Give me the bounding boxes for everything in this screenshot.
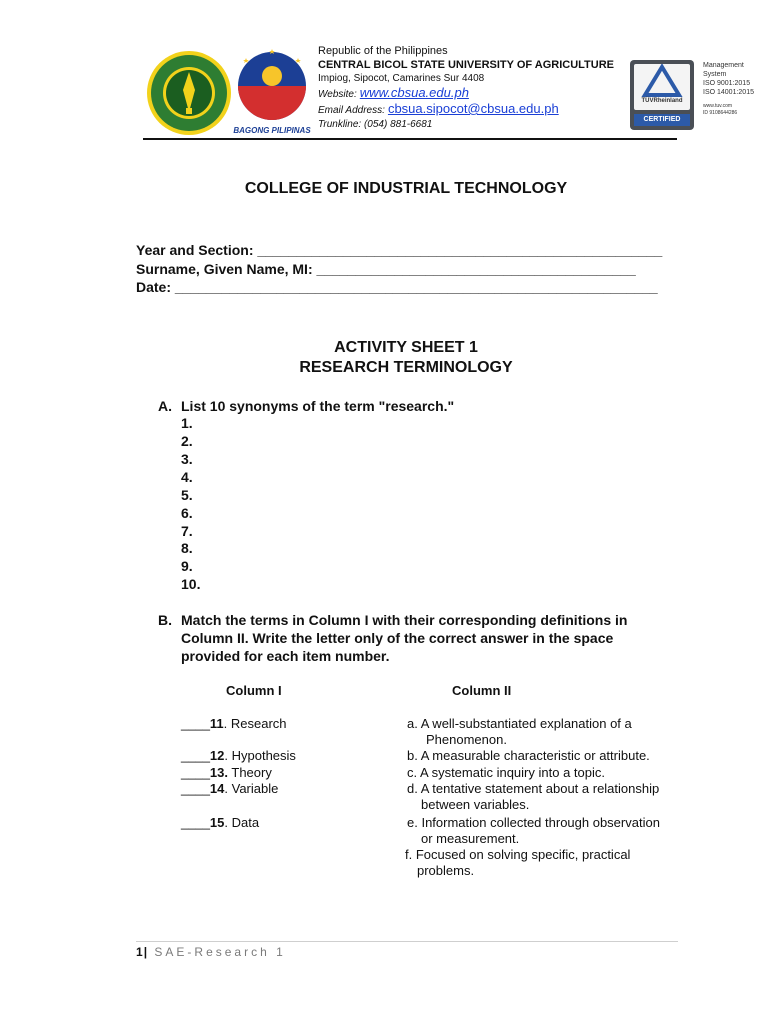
year-section-field[interactable]: Year and Section: ____________________________________________________	[136, 242, 663, 258]
tuv-certified-badge	[630, 60, 694, 130]
date-field[interactable]: Date: ______________________________________________________________	[136, 279, 658, 295]
certified-label: CERTIFIED	[634, 114, 690, 126]
item-term: . Research	[223, 716, 287, 731]
list-number: 9.	[181, 558, 193, 574]
page-footer	[136, 945, 286, 959]
column-2-header: Column II	[452, 683, 512, 698]
definition-d: d. A tentative statement about a relationship	[407, 781, 660, 796]
item-number: 13.	[209, 765, 228, 780]
item-number: 11	[209, 716, 224, 731]
definition-f: f. Focused on solving specific, practical	[405, 847, 631, 862]
part-b-instruction: Match the terms in Column I with their corresponding definitions in	[181, 612, 628, 628]
item-number: 14	[209, 781, 225, 796]
answer-blank[interactable]: ____	[181, 716, 210, 731]
answer-blank[interactable]: ____	[181, 765, 210, 780]
trunkline: Trunkline: (054) 881-6681	[318, 119, 433, 130]
definition-a-cont: Phenomenon.	[426, 732, 507, 747]
university-name: CENTRAL BICOL STATE UNIVERSITY OF AGRICULTURE	[318, 59, 614, 71]
item-term: . Hypothesis	[224, 748, 296, 763]
list-number: 6.	[181, 505, 193, 521]
item-term: Theory	[228, 765, 272, 780]
email-link[interactable]: cbsua.sipocot@cbsua.edu.ph	[387, 101, 559, 116]
answer-blank[interactable]: ____	[181, 781, 210, 796]
list-number: 10.	[181, 576, 201, 592]
definition-f-cont: problems.	[417, 863, 475, 878]
item-term: . Data	[224, 815, 260, 830]
part-a-letter: A.	[158, 398, 172, 414]
university-address: Impiog, Sipocot, Camarines Sur 4408	[318, 73, 485, 84]
match-item	[181, 815, 259, 830]
email-label: Email Address:	[318, 105, 385, 116]
item-number: 12	[209, 748, 225, 763]
definition-c: c. A systematic inquiry into a topic.	[407, 765, 605, 780]
cert-system: Management System	[703, 62, 744, 78]
definition-d-cont: between variables.	[421, 797, 530, 812]
university-seal-logo	[146, 50, 232, 136]
cert-site: www.tuv.com	[703, 103, 733, 109]
part-a-instruction: List 10 synonyms of the term "research."	[181, 398, 455, 414]
bagong-pilipinas-text: BAGONG PILIPINAS	[233, 126, 311, 135]
footer-text: SAE-Research 1	[154, 945, 286, 959]
answer-blank[interactable]: ____	[181, 815, 210, 830]
website-label: Website:	[318, 89, 357, 100]
list-number: 3.	[181, 451, 193, 467]
page-number: 1	[136, 945, 144, 959]
list-number: 7.	[181, 523, 193, 539]
republic-line: Republic of the Philippines	[318, 45, 448, 57]
certification-info	[703, 61, 763, 117]
bagong-pilipinas-logo	[232, 46, 312, 138]
list-number: 8.	[181, 540, 193, 556]
match-item	[181, 765, 272, 780]
match-item	[181, 781, 278, 796]
list-number: 5.	[181, 487, 193, 503]
definition-e-cont: or measurement.	[421, 831, 520, 846]
tuv-brand: TÜVRheinland	[641, 98, 683, 104]
definition-e: e. Information collected through observation	[407, 815, 660, 830]
list-number: 2.	[181, 433, 193, 449]
website-link[interactable]: www.cbsua.edu.ph	[359, 85, 469, 100]
part-b-instruction: provided for each item number.	[181, 648, 390, 664]
footer-separator: |	[143, 945, 149, 959]
activity-subtitle: RESEARCH TERMINOLOGY	[299, 359, 513, 376]
letterhead-text	[318, 44, 614, 132]
match-item	[181, 748, 296, 763]
match-item	[181, 716, 287, 731]
item-number: 15	[209, 815, 225, 830]
definition-a: a. A well-substantiated explanation of a	[407, 716, 632, 731]
part-b-instruction: Column II. Write the letter only of the correct answer in the space	[181, 630, 614, 646]
tuv-triangle-icon	[634, 64, 690, 98]
name-field[interactable]: Surname, Given Name, MI: _________________________________________	[136, 261, 636, 277]
item-term: . Variable	[224, 781, 279, 796]
list-number: 1.	[181, 415, 193, 431]
column-1-header: Column I	[226, 683, 282, 698]
definition-b: b. A measurable characteristic or attribute.	[407, 748, 650, 763]
cert-iso-9001: ISO 9001:2015	[703, 80, 751, 87]
list-number: 4.	[181, 469, 193, 485]
college-title: COLLEGE OF INDUSTRIAL TECHNOLOGY	[244, 180, 568, 197]
header-divider	[143, 138, 677, 140]
footer-divider	[136, 941, 678, 942]
part-b-letter: B.	[158, 612, 172, 628]
cert-id: ID 9108644286	[703, 110, 738, 116]
cert-iso-14001: ISO 14001:2015	[703, 89, 754, 96]
answer-blank[interactable]: ____	[181, 748, 210, 763]
activity-title: ACTIVITY SHEET 1	[334, 339, 478, 356]
